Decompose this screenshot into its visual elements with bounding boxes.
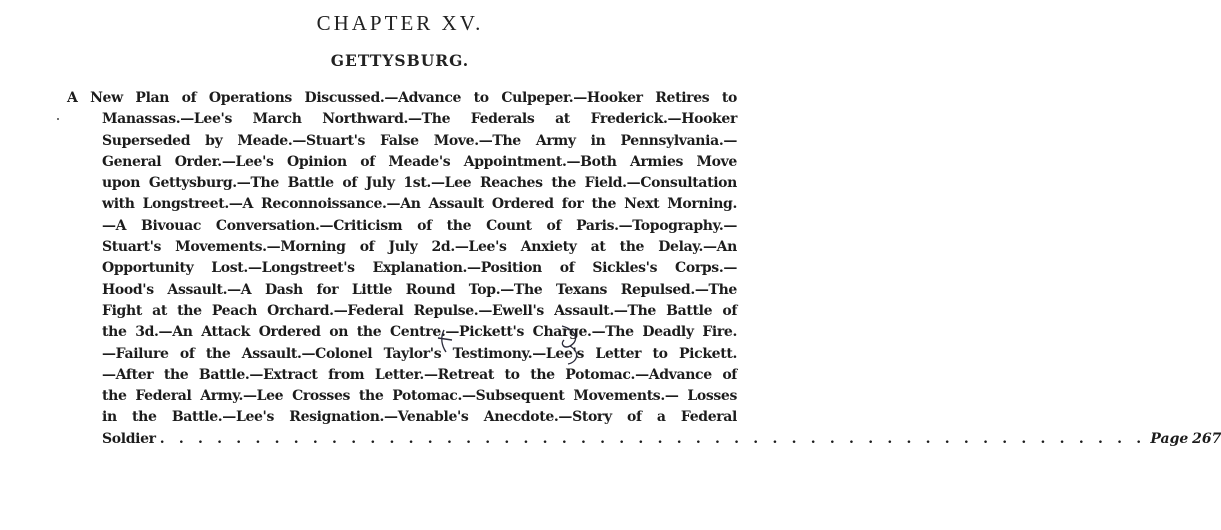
summary-line: —A Bivouac Conversation.—Criticism of the Count of Paris.—Topography.— xyxy=(102,217,737,234)
summary-line: in the Battle.—Lee's Resignation.—Venable's Anecdote.—Story of a Federal xyxy=(102,409,737,426)
chapter-title: GETTYSBURG. xyxy=(330,51,470,70)
summary-line: —After the Battle.—Extract from Letter.—Retreat to the Potomac.—Advance of xyxy=(102,366,737,383)
summary-line: the Federal Army.—Lee Crosses the Potomac.—Subsequent Movements.— Losses xyxy=(102,388,737,405)
summary-line: Fight at the Peach Orchard.—Federal Repulse.—Ewell's Assault.—The Battle of xyxy=(102,302,737,319)
scan-speck xyxy=(57,118,59,120)
summary-final-line xyxy=(102,429,1221,450)
final-word: Soldier xyxy=(102,430,156,447)
pencil-annotation-icon xyxy=(430,322,590,372)
leader-dots: . . . . . . . . . . . . . . . . . . . . . . . . . . . . . . . . . . . . . . . . . . . . . . . . . . . . xyxy=(159,430,1147,447)
summary-line: Superseded by Meade.—Stuart's False Move.—The Army in Pennsylvania.— xyxy=(102,132,737,149)
summary-line: Hood's Assault.—A Dash for Little Round Top.—The Texans Repulsed.—The xyxy=(102,281,737,298)
summary-line: Manassas.—Lee's March Northward.—The Federals at Frederick.—Hooker xyxy=(102,111,737,128)
summary-line: upon Gettysburg.—The Battle of July 1st.—Lee Reaches the Field.—Consultation xyxy=(102,175,737,192)
summary-line: Opportunity Lost.—Longstreet's Explanation.—Position of Sickles's Corps.— xyxy=(102,260,737,277)
summary-line: the 3d.—An Attack Ordered on the Centre.—Pickett's Charge.—The Deadly Fire. xyxy=(102,324,737,341)
summary-line: A New Plan of Operations Discussed.—Advance to Culpeper.—Hooker Retires to xyxy=(67,90,737,106)
page-reference: Page 267 xyxy=(1150,430,1221,447)
summary-line: with Longstreet.—A Reconnoissance.—An Assault Ordered for the Next Morning. xyxy=(102,196,737,213)
chapter-summary xyxy=(67,88,1221,450)
summary-line: General Order.—Lee's Opinion of Meade's Appointment.—Both Armies Move xyxy=(102,153,737,170)
summary-line: Stuart's Movements.—Morning of July 2d.—Lee's Anxiety at the Delay.—An xyxy=(102,239,737,256)
summary-line: —Failure of the Assault.—Colonel Taylor's Testimony.—Lee's Letter to Pickett. xyxy=(102,345,737,362)
chapter-heading: CHAPTER XV. xyxy=(316,11,484,35)
